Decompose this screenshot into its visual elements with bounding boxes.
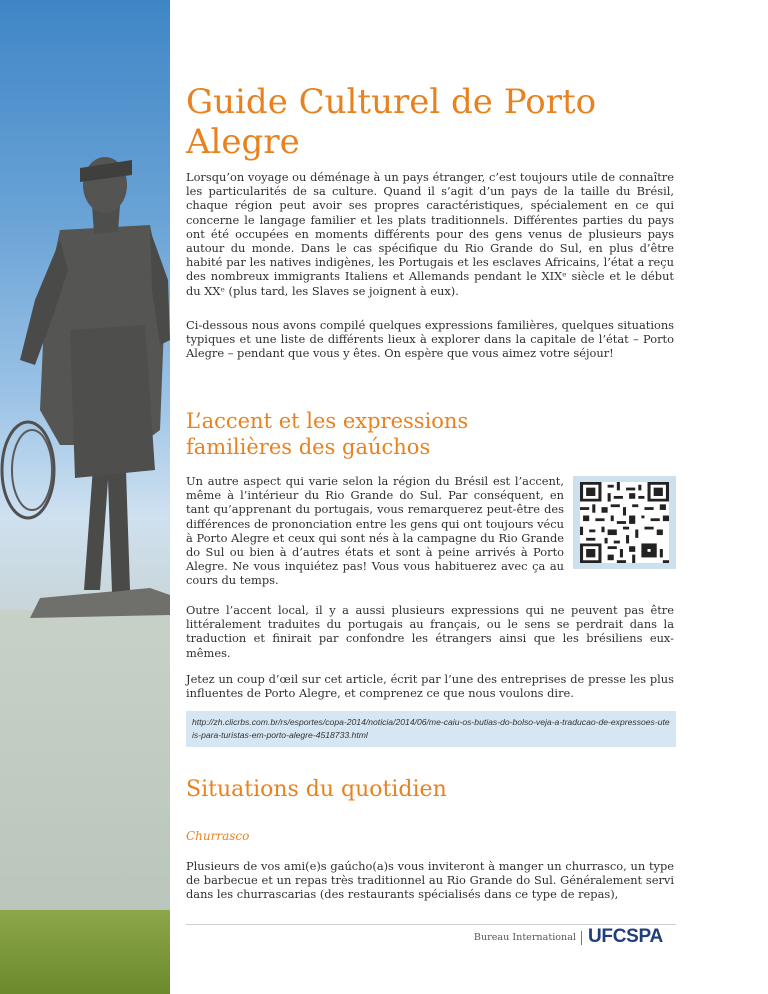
- article-link-box: [186, 711, 676, 747]
- page-title: Guide Culturel de Porto Alegre: [186, 82, 597, 162]
- accent-paragraph-1: Un autre aspect qui varie selon la région du Brésil est l’accent, même à l’intérieur du Rio Grande do Sul. Par conséquent, en tant qu’apprenant du portugais, vous remarquerez peut-être des différences de prononciation entre les gens qui ont toujours vécu à Porto Alegre et ceux qui sont nés à la campagne du Rio Grande do Sul ou bien à d’autres états et sont à peine arrivés à Porto Alegre. Ne vous inquiétez pas! Vous vous habituerez avec ça au cours du temps.: [186, 474, 564, 588]
- qr-code-icon: [580, 482, 669, 563]
- article-link[interactable]: http://zh.clicrbs.com.br/rs/esportes/copa-2014/noticia/2014/06/me-caiu-os-butias-do-bolso-veja-a-traducao-de-expressoes-uteis-para-turistas-em-porto-alegre-4518733.html: [192, 717, 670, 740]
- footer-organization: Bureau International: [473, 932, 576, 943]
- statue-silhouette: [0, 0, 170, 994]
- accent-paragraph-3: Jetez un coup d’œil sur cet article, écrit par l’une des entreprises de presse les plus influentes de Porto Alegre, et comprenez ce que nous voulons dire.: [186, 672, 674, 701]
- section-heading-accent: L’accent et les expressions familières des gaúchos: [186, 409, 469, 459]
- footer-divider: [186, 924, 676, 925]
- footer-separator: [581, 931, 582, 945]
- subheading-churrasco: Churrasco: [186, 829, 250, 843]
- ufcspa-logo: UFCSPA: [588, 926, 663, 947]
- intro-paragraph-2: Ci-dessous nous avons compilé quelques expressions familières, quelques situations typiques et une liste de différents lieux à explorer dans la capitale de l’état – Porto Alegre – pendant que vous y êtes. On espère que vous aimez votre séjour!: [186, 318, 674, 361]
- qr-code[interactable]: [573, 476, 676, 569]
- intro-paragraph-1: Lorsqu’on voyage ou déménage à un pays étranger, c’est toujours utile de connaître les particularités de sa culture. Quand il s’agit d’un pays de la taille du Brésil, chaque région peut avoir ses propres caractéristiques, spécialement en ce qui concerne le langage familier et les plats traditionnels. Différentes parties du pays ont été occupées en moments différents pour des gens venus de plusieurs pays autour du monde. Dans le cas spécifique du Rio Grande do Sul, en plus d’être habité par les natives indigènes, les Portugais et les esclaves Africains, l’état a reçu des nombreux immigrants Italiens et Allemands pendant le XIXᵉ siècle et le début du XXᵉ (plus tard, les Slaves se joignent à eux).: [186, 170, 674, 298]
- statue-photo: [0, 0, 170, 994]
- section-heading-situations: Situations du quotidien: [186, 777, 447, 802]
- accent-paragraph-2: Outre l’accent local, il y a aussi plusieurs expressions qui ne peuvent pas être littéralement traduites du portugais au français, ou le sens se perdrait dans la traduction et finirait par confondre les étrangers ainsi que les brésiliens eux-mêmes.: [186, 603, 674, 660]
- churrasco-paragraph: Plusieurs de vos ami(e)s gaúcho(a)s vous inviteront à manger un churrasco, un type de barbecue et un repas très traditionnel au Rio Grande do Sul. Généralement servi dans les churrascarias (des restaurants spécialisés dans ce type de repas),: [186, 859, 674, 902]
